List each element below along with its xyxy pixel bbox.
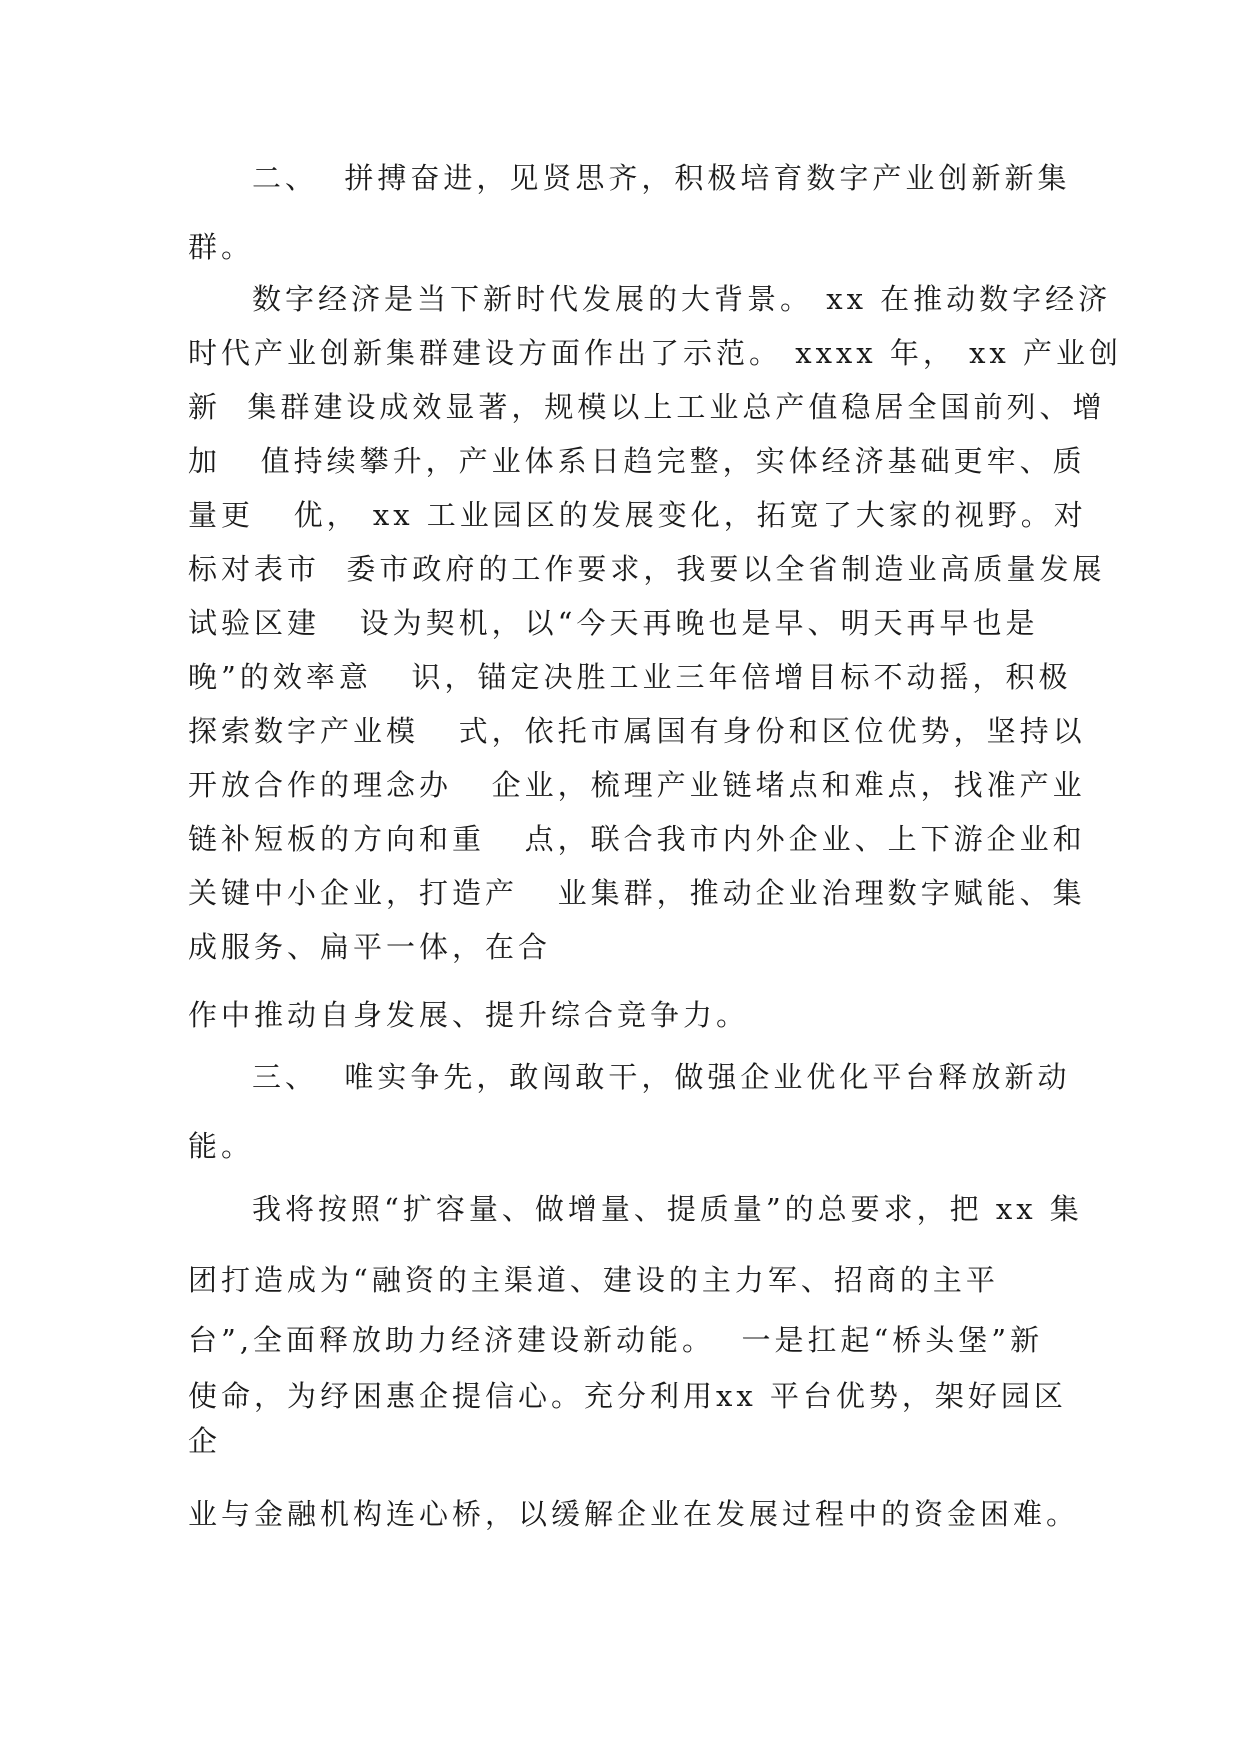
paragraph-line: 业与金融机构连心桥，以缓解企业在发展过程中的资金困难。 [188,1497,1080,1531]
paragraph-line: 我将按照“扩容量、做增量、提质量”的总要求，把 xx 集 [252,1192,1083,1226]
paragraph-line: 数字经济是当下新时代发展的大背景。 xx 在推动数字经济 [252,282,1112,316]
section-heading-3: 三、 唯实争先，敢闯敢干，做强企业优化平台释放新动 [252,1060,1071,1094]
section-heading-2-cont: 群。 [188,230,255,264]
paragraph-line: 使命，为纾困惠企提信心。充分利用xx 平台优势，架好园区 [188,1379,1067,1413]
paragraph-line: 团打造成为“融资的主渠道、建设的主力军、招商的主平 [188,1263,999,1297]
paragraph-line: 加 值持续攀升，产业体系日趋完整，实体经济基础更牢、质 [188,444,1086,478]
paragraph-line: 企 [188,1424,222,1458]
paragraph-line: 时代产业创新集群建设方面作出了示范。 xxxx 年， xx 产业创 [188,336,1123,370]
paragraph-line: 试验区建 设为契机，以“今天再晚也是早、明天再早也是 [188,606,1039,640]
paragraph-line: 晚”的效率意 识，锚定决胜工业三年倍增目标不动摇，积极 [188,660,1072,694]
paragraph-line: 标对表市 委市政府的工作要求，我要以全省制造业高质量发展 [188,552,1106,586]
paragraph-line: 新 集群建设成效显著，规模以上工业总产值稳居全国前列、增 [188,390,1106,424]
paragraph-line: 台”,全面释放助力经济建设新动能。 一是扛起“桥头堡”新 [188,1323,1044,1357]
paragraph-line: 关键中小企业，打造产 业集群，推动企业治理数字赋能、集 [188,876,1086,910]
paragraph-line: 探索数字产业模 式，依托市属国有身份和区位优势，坚持以 [188,714,1086,748]
paragraph-line: 作中推动自身发展、提升综合竞争力。 [188,998,750,1032]
section-heading-2: 二、 拼搏奋进，见贤思齐，积极培育数字产业创新新集 [252,161,1071,195]
section-heading-3-cont: 能。 [188,1129,255,1163]
paragraph-line: 量更 优， xx 工业园区的发展变化，拓宽了大家的视野。对 [188,498,1087,532]
paragraph-line: 开放合作的理念办 企业，梳理产业链堵点和难点，找准产业 [188,768,1086,802]
paragraph-line: 成服务、扁平一体，在合 [188,930,552,964]
paragraph-line: 链补短板的方向和重 点，联合我市内外企业、上下游企业和 [188,822,1086,856]
